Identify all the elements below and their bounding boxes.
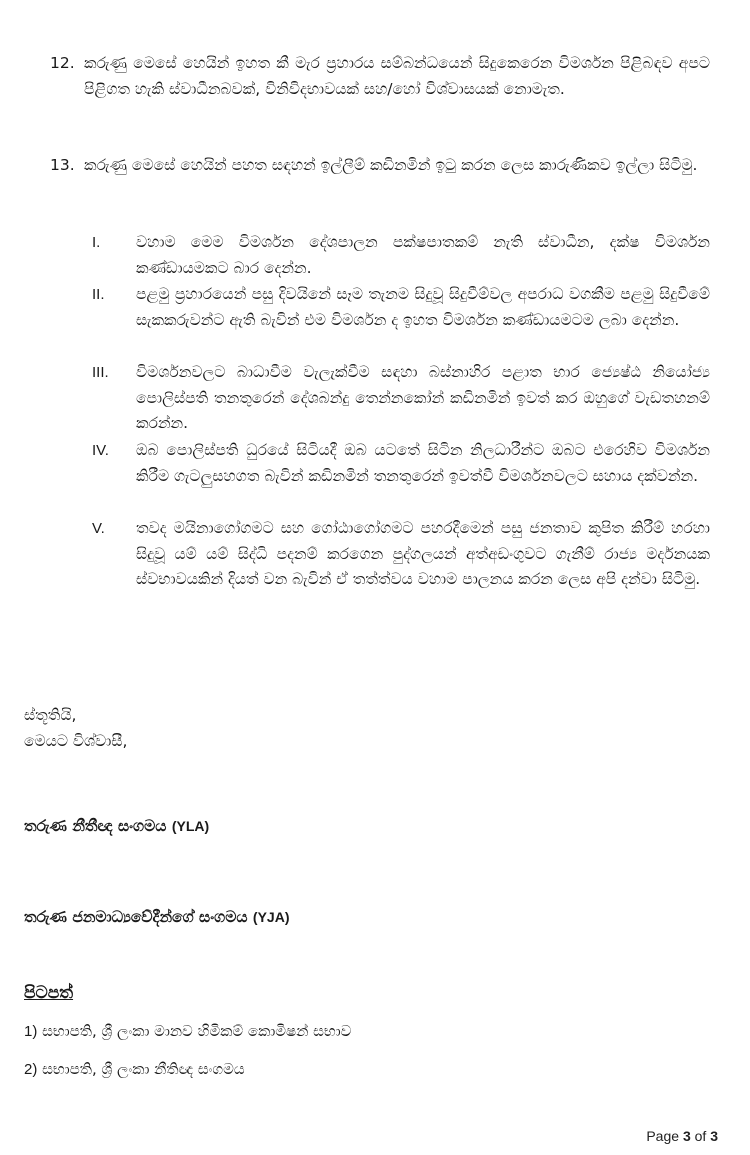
request-item-3: [92, 360, 710, 437]
closing-sign-off: මෙයට විශ්වාසී,: [24, 732, 128, 750]
paragraph-text: කරුණු මෙසේ හෙයින් පහත සඳහන් ඉල්ලීම් කඩිනමින් ඉටු කරන ලෙස කාරුණිකව ඉල්ලා සිටිමු.: [84, 156, 698, 174]
copy-number: 2): [24, 1061, 38, 1078]
paragraph-number: 12.: [50, 54, 75, 72]
paragraph-13: [50, 152, 710, 178]
copy-recipient-1: [24, 1022, 351, 1040]
signatory-yja: [24, 908, 289, 927]
organization-name: තරුණ ජනමාධ්‍යවේදීන්ගේ සංගමය: [24, 908, 248, 926]
request-text: වහාම මෙම විමර්ශන දේශපාලන පක්ෂපාතකම් නැති ස්වාධීන, දක්ෂ විමර්ශන කණ්ඩායමකට බාර දෙන්න.: [136, 233, 710, 277]
copy-recipient-text: සභාපති, ශ්‍රී ලංකා නීතිඥ සංගමය: [42, 1060, 245, 1078]
request-numeral: V.: [92, 520, 105, 537]
request-numeral: III.: [92, 364, 109, 381]
request-numeral: II.: [92, 286, 105, 303]
paragraph-number: 13.: [50, 156, 75, 174]
organization-abbr: (YJA): [252, 909, 290, 925]
footer-of-word: of: [694, 1128, 707, 1144]
request-text: පළමු ප්‍රහාරයෙන් පසු දිවයිනේ සෑම තැනම සිදුවූ සිදුවීම්වල අපරාධ වගකීම පළමු සිදුවීමේ සැකකරුවන්ට ඇති බැවින් එම විමර්ශන ද ඉහත විමර්ශන කණ්ඩායමටම ලබා දෙන්න.: [136, 285, 710, 329]
organization-name: තරුණ නීතීඥ සංගමය: [24, 817, 167, 835]
request-text: විමර්ශනවලට බාධාවීම වැලැක්වීම සඳහා බස්නාහිර පළාත භාර ජ්‍යෙෂ්ඨ නියෝජ්‍ය පොලිස්පති තනතුරෙන් දේශබන්දු තෙන්නකෝන් කඩිනමින් ඉවත් කර ඔහුගේ වැඩතහනම් කරන්න.: [136, 363, 710, 432]
copy-number: 1): [24, 1023, 38, 1040]
closing-block: [24, 702, 127, 754]
copies-heading: පිටපත්: [24, 983, 74, 1003]
page-footer: [646, 1128, 718, 1144]
request-numeral: I.: [92, 234, 101, 251]
request-item-2: [92, 282, 710, 333]
request-item-5: [92, 516, 710, 593]
footer-page-word: Page: [646, 1128, 680, 1144]
request-text: ඔබ පොලිස්පති ධුරයේ සිටියදී ඔබ යටතේ සිටින නිලධාරීන්ට ඔබට එරෙහිව විමර්ශන කිරීම ගැටලුසහගත බැවින් කඩිනමින් තනතුරෙන් ඉවත්වී විමර්ශනවලට සහාය දක්වන්න.: [136, 441, 710, 485]
request-item-4: [92, 438, 710, 489]
footer-total-pages: 3: [710, 1128, 718, 1144]
request-text: තවද මයිනාගෝගමට සහ ගෝඨාගෝගමට පහරදීමෙන් පසු ජනතාව කුපිත කිරීම් හරහා සිදුවූ යම් යම් සිද්ධි පදනම් කරගෙන පුද්ගලයන් අත්අඩංගුවට ගැනීම් රාජ්‍ය මර්දනයක ස්වභාවයකින් දියත් වන බැවින් ඒ තත්ත්වය වහාම පාලනය කරන ලෙස අපි දන්වා සිටිමු.: [136, 519, 710, 588]
request-numeral: IV.: [92, 442, 109, 459]
paragraph-text: කරුණු මෙසේ හෙයින් ඉහත කී මැර ප්‍රහාරය සම්බන්ධයෙන් සිදුකෙරෙන විමර්ශන පිළිබඳව අපට පිළිගත හැකි ස්වාධීනබවක්, විනිවිදභාවයක් සහ/හෝ විශ්වාසයක් නොමැත.: [84, 54, 710, 98]
paragraph-12: [50, 50, 710, 102]
closing-thanks: ස්තූතියි,: [24, 706, 77, 724]
organization-abbr: (YLA): [171, 818, 210, 834]
copy-recipient-2: [24, 1060, 245, 1078]
copy-recipient-text: සභාපති, ශ්‍රී ලංකා මානව හිමිකම් කොමිෂන් සභාව: [42, 1022, 352, 1040]
request-item-1: [92, 230, 710, 281]
footer-current-page: 3: [682, 1128, 691, 1144]
signatory-yla: [24, 817, 209, 836]
